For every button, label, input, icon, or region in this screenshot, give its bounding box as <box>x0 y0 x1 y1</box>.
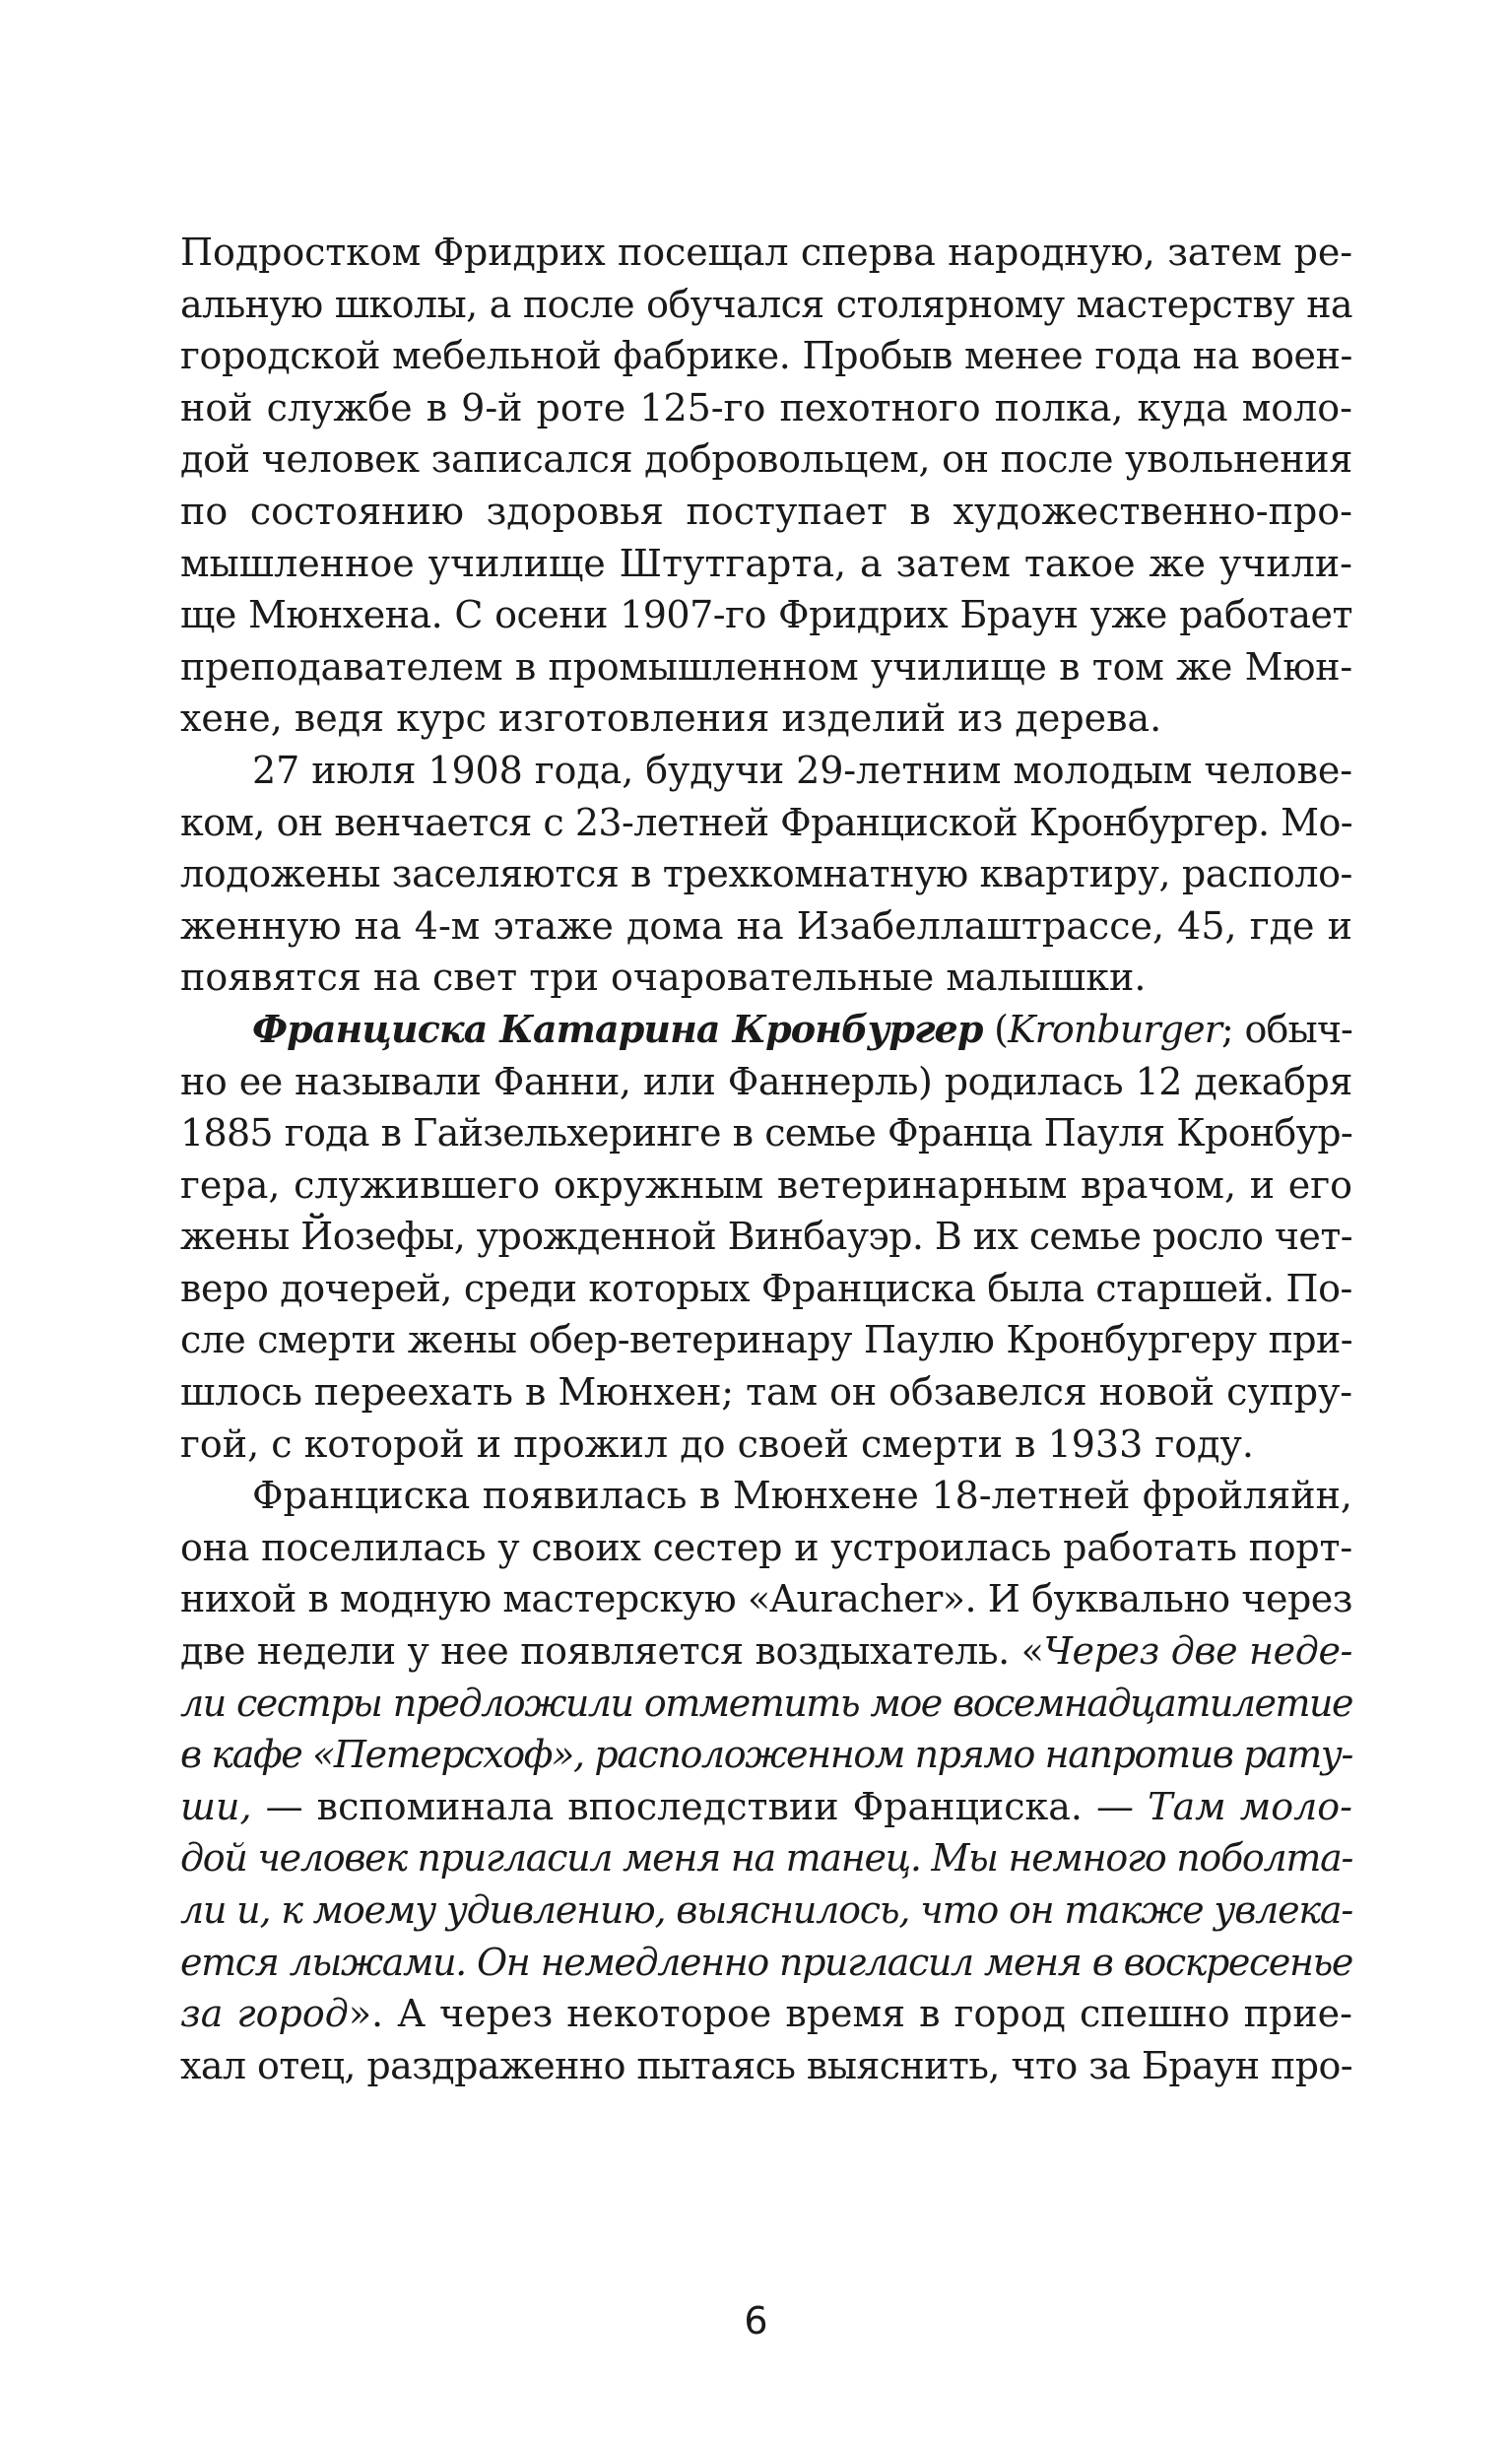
text-line: Франциска появилась в Мюнхене 18-летней фройляйн, <box>252 1474 1352 1518</box>
text-line: женную на 4-м этаже дома на Изабеллаштрассе, 45, где и <box>180 903 1352 948</box>
text-fragment: ; обыч- <box>1220 1007 1353 1051</box>
text-line: дой человек записался добровольцем, он после увольнения <box>180 437 1352 482</box>
text-fragment: ». А через некоторое время в город спешно прие- <box>348 1992 1352 2036</box>
quote-line: ли сестры предложили отметить мое восемнадцатилетие <box>180 1681 1352 1725</box>
text-line: хал отец, раздраженно пытаясь выяснить, что за Браун про- <box>180 2043 1352 2087</box>
text-line: лодожены заселяются в трехкомнатную квартиру, располо- <box>180 852 1352 896</box>
text-line <box>180 1625 1352 1678</box>
text-line: она поселилась у своих сестер и устроилась работать порт- <box>180 1525 1352 1569</box>
text-line: сле смерти жены обер-ветеринару Паулю Кронбургеру при- <box>180 1318 1352 1362</box>
text-line: но ее называли Фанни, или Фаннерль) родилась 12 декабря <box>180 1059 1352 1103</box>
text-line <box>180 1004 1352 1056</box>
text-line: ной службе в 9-й роте 125-го пехотного полка, куда моло- <box>180 385 1352 429</box>
text-line: 1885 года в Гайзельхеринге в семье Франца Пауля Кронбур- <box>180 1111 1352 1155</box>
text-line: гера, служившего окружным ветеринарным врачом, и его <box>180 1162 1352 1207</box>
text-line: Подростком Фридрих посещал сперва народную, затем ре- <box>180 231 1352 274</box>
text-line <box>180 1988 1352 2040</box>
quote-line: дой человек пригласил меня на танец. Мы немного поболта- <box>180 1836 1352 1881</box>
text-line: шлось переехать в Мюнхен; там он обзавелся новой супру- <box>180 1370 1352 1415</box>
paragraph-2 <box>180 745 1352 1004</box>
quote-line: в кафе «Петерсхоф», расположенном прямо напротив рату- <box>180 1733 1352 1777</box>
quote-fragment: за город <box>180 1992 349 2036</box>
text-fragment: — вспоминала впоследствии Франциска. — <box>251 1784 1149 1828</box>
text-line: 27 июля 1908 года, будучи 29-летним молодым челове- <box>252 748 1352 792</box>
text-line: появятся на свет три очаровательные малышки. <box>180 956 1147 1000</box>
quote-fragment: Через две неде- <box>1043 1629 1352 1674</box>
text-line: гой, с которой и прожил до своей смерти в 1933 году. <box>180 1421 1254 1466</box>
text-fragment: две недели у нее появляется воздыхатель. « <box>180 1629 1044 1674</box>
quote-fragment: Там моло- <box>1148 1784 1352 1828</box>
paragraph-3 <box>180 1004 1352 1470</box>
quote-fragment: ши, <box>180 1784 252 1828</box>
text-line: жены Йозефы, урожденной Винбауэр. В их семье росло чет- <box>180 1215 1352 1259</box>
person-name: Франциска Катарина Кронбургер <box>252 1006 983 1051</box>
paragraph-1 <box>180 227 1352 745</box>
text-line: городской мебельной фабрике. Пробыв менее года на воен- <box>180 334 1352 378</box>
text-line: мышленное училище Штутгарта, а затем такое же учили- <box>180 541 1352 585</box>
text-line: нихой в модную мастерскую «Auracher». И буквально через <box>180 1577 1352 1621</box>
quote-line: ется лыжами. Он немедленно пригласил меня в воскресенье <box>180 1940 1352 1984</box>
paragraph-4 <box>180 1470 1352 2091</box>
text-fragment: ( <box>982 1007 1009 1051</box>
quote-line: ли и, к моему удивлению, выяснилось, что он также увлека- <box>180 1888 1352 1932</box>
text-line: ще Мюнхена. С осени 1907-го Фридрих Браун уже работает <box>180 593 1352 637</box>
page-number: 6 <box>744 2299 768 2343</box>
body-text <box>180 227 1352 2091</box>
text-line: преподавателем в промышленном училище в том же Мюн- <box>180 644 1352 689</box>
text-line: ком, он венчается с 23-летней Франциской Кронбургер. Мо- <box>180 800 1352 844</box>
text-line <box>180 1781 1352 1833</box>
latin-surname: Kronburger <box>1008 1007 1221 1051</box>
text-line: веро дочерей, среди которых Франциска была старшей. По- <box>180 1266 1352 1310</box>
text-line: хене, ведя курс изготовления изделий из дерева. <box>180 696 1162 741</box>
text-line: по состоянию здоровья поступает в художественно-про- <box>180 489 1352 533</box>
text-line: альную школы, а после обучался столярному мастерству на <box>180 282 1352 326</box>
